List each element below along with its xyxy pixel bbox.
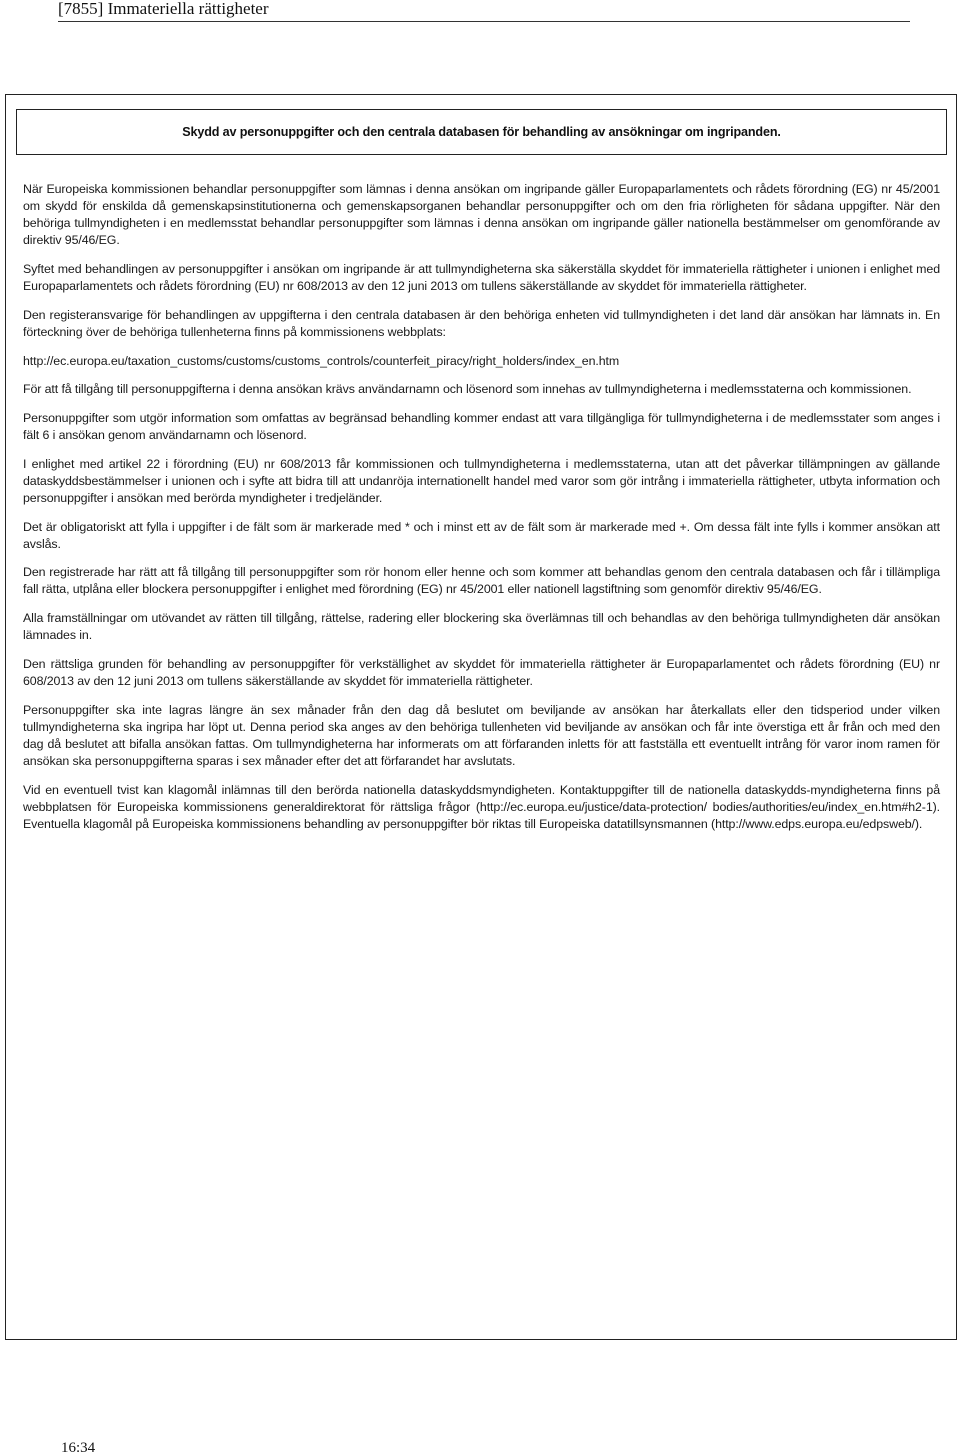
paragraph: Syftet med behandlingen av personuppgifter i ansökan om ingripande är att tullmyndigheterna ska säkerställa skyddet för immateriella rättigheter i unionen i enlighet med Europaparlamentets och rådets förordning (EU) nr 608/2013 av den 12 juni 2013 om tullens säkerställande av skyddet för immateriella rättigheter. [23,261,940,294]
header-divider [58,21,910,22]
paragraph: Personuppgifter som utgör information som omfattas av begränsad behandling kommer endast att vara tillgängliga för tullmyndigheterna i de medlemsstater som anges i fält 6 i ansökan genom användarnamn och lösenord. [23,410,940,442]
paragraph: I enlighet med artikel 22 i förordning (EU) nr 608/2013 får kommissionen och tullmyndigheterna i medlemsstaterna, utan att det påverkar tillämpningen av gällande dataskyddsbestämmelser i unionen och i syfte att bidra till att undanröja internationellt handel med varor som gör intrång i immateriella rättigheter, utbyta information och personuppgifter i ansökan med berörda myndigheter i tredjeländer. [23,456,940,505]
paragraph: När Europeiska kommissionen behandlar personuppgifter som lämnas i denna ansökan om ingripande gäller Europaparlamentets och rådets förordning (EG) nr 45/2001 om skydd för enskilda då gemenskapsinstitutionerna och gemenskapsorganen behandlar personuppgifter och om den fria rörligheten för sådana uppgifter. När den behöriga tullmyndigheten i en medlemsstat behandlar personuppgifter som lämnas i denna ansökan om ingripande gäller nationella bestämmelser om genomförande av direktiv 95/46/EG. [23,182,940,248]
section-title: Skydd av personuppgifter och den centrala databasen för behandling av ansökningar om ingripanden. [182,125,781,139]
paragraph: Den rättsliga grunden för behandling av personuppgifter för verkställighet av skyddet för immateriella rättigheter är Europaparlamentet och rådets förordning (EU) nr 608/2013 av den 12 juni 2013 om tullens säkerställande av skyddet för immateriella rättigheter. [23,656,940,688]
paragraph: Personuppgifter ska inte lagras längre än sex månader från den dag då beslutet om beviljande av ansökan har återkallats eller den tidsperiod under vilken tullmyndigheterna ska ingripa har löpt ut. Denna period ska anges av den behöriga tullenheten vid beviljande av ansökan och får inte överstiga ett år från och med den dag då beslutet att bifalla ansökan fattas. Om tullmyndigheterna har informerats om att förfaranden inletts för att fastställa ett eventuellt intrång för varor inom ramen för ansökan ska personuppgifterna sparas i sex månader efter det att förfarandet har avslutats. [23,702,940,768]
section-title-box [16,109,947,155]
url-paragraph: http://ec.europa.eu/taxation_customs/customs/customs_controls/counterfeit_piracy/right_holders/index_en.htm [23,353,620,368]
paragraph: För att få tillgång till personuppgifterna i denna ansökan krävs användarnamn och lösenord som innehas av tullmyndigheterna i medlemsstaterna och kommissionen. [23,382,912,397]
paragraph: Det är obligatoriskt att fylla i uppgifter i de fält som är markerade med * och i minst ett av de fält som är markerade med +. Om dessa fält inte fylls i kommer ansökan att avslås. [23,519,940,551]
page-header-title: [7855] Immateriella rättigheter [58,0,269,18]
paragraph: Den registrerade har rätt att få tillgång till personuppgifter som rör honom eller henne och som kommer att behandlas genom den centrala databasen och får i tillämpliga fall rätta, utplåna eller blockera personuppgifter i enlighet med förordning (EG) nr 45/2001 eller nationell lagstiftning som genomför direktiv 95/46/EG. [23,565,940,597]
footer-timestamp: 16:34 [61,1440,96,1456]
paragraph: Den registeransvarige för behandlingen av uppgifterna i den centrala databasen är den behöriga enheten vid tullmyndigheten i det land där ansökan har lämnats in. En förteckning över de behöriga tullenheterna finns på kommissionens webbplats: [23,307,940,339]
paragraph: Alla framställningar om utövandet av rätten till tillgång, rättelse, radering eller blockering ska överlämnas till och behandlas av den behöriga tullmyndigheten där ansökan lämnades in. [23,611,940,643]
paragraph: Vid en eventuell tvist kan klagomål inlämnas till den berörda nationella dataskyddsmyndigheten. Kontaktuppgifter till de nationella dataskydds-myndigheterna finns på webbplatsen för Europeiska kommissionens generaldirektorat för rättsliga frågor (http://ec.europa.eu/justice/data-protection/ bodies/authorities/eu/index_en.htm#h2-1). Eventuella klagomål på Europeiska kommissionens behandling av personuppgifter bör riktas till Europeiska datatillsynsmannen (http://www.edps.europa.eu/edpsweb/). [23,782,940,831]
section-body [23,181,940,845]
